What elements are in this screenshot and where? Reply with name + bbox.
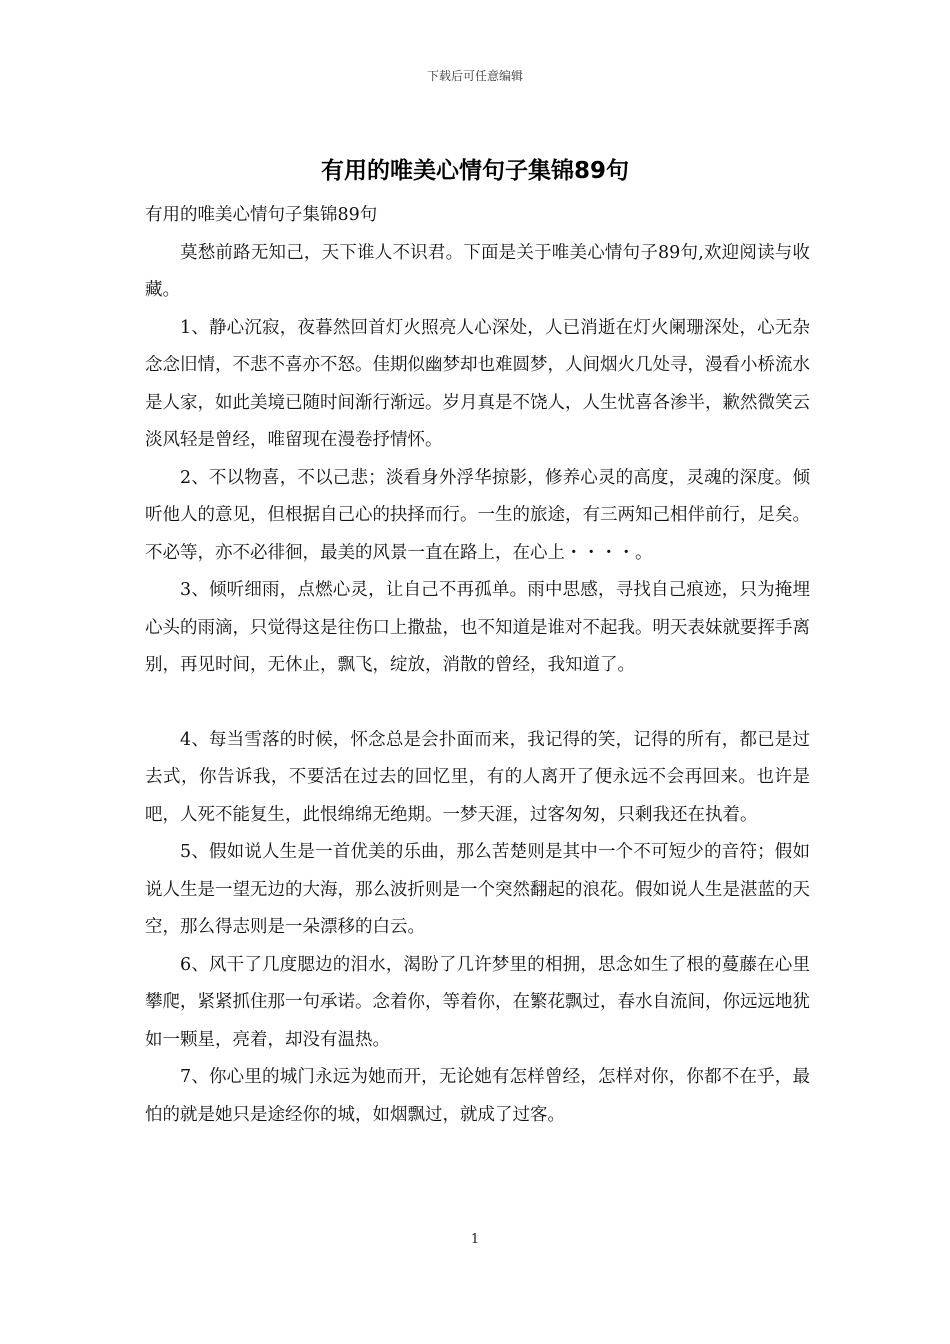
paragraph-4: 4、每当雪落的时候，怀念总是会扑面而来，我记得的笑，记得的所有，都已是过去式，你告诉我，不要活在过去的回忆里，有的人离开了便永远不会再回来。也许是吧，人死不能复生，此恨绵绵无绝期。一梦天涯，过客匆匆，只剩我还在执着。 xyxy=(145,729,810,825)
paragraph-2: 2、不以物喜，不以己悲；淡看身外浮华掠影，修养心灵的高度，灵魂的深度。倾听他人的意见，但根据自己心的抉择而行。一生的旅途，有三两知己相伴前行，足矣。不必等，亦不必徘徊，最美的风景一直在路上，在心上・・・・。 xyxy=(145,467,810,563)
document-title: 有用的唯美心情句子集锦89句 xyxy=(320,158,629,184)
document-body xyxy=(145,197,810,1134)
paragraph-3: 3、倾听细雨，点燃心灵，让自己不再孤单。雨中思感，寻找自己痕迹，只为掩埋心头的雨滴，只觉得这是往伤口上撒盐，也不知道是谁对不起我。明天表妹就要挥手离别，再见时间，无休止，飘飞，绽放，消散的曾经，我知道了。 xyxy=(145,580,810,675)
document-subtitle: 有用的唯美心情句子集锦89句 xyxy=(145,205,378,225)
intro-paragraph: 莫愁前路无知己，天下谁人不识君。下面是关于唯美心情句子89句,欢迎阅读与收藏。 xyxy=(145,242,810,300)
paragraph-6: 6、风干了几度腮边的泪水，渴盼了几许梦里的相拥，思念如生了根的蔓藤在心里攀爬，紧紧抓住那一句承诺。念着你，等着你，在繁花飘过，春水自流间，你远远地犹如一颗星，亮着，却没有温热。 xyxy=(145,954,810,1050)
paragraph-1: 1、静心沉寂，夜暮然回首灯火照亮人心深处，人已消逝在灯火阑珊深处，心无杂念念旧情，不悲不喜亦不怒。佳期似幽梦却也难圆梦，人间烟火几处寻，漫看小桥流水是人家，如此美境已随时间渐行渐远。岁月真是不饶人，人生忧喜各渗半，歉然微笑云淡风轻是曾经，唯留现在漫卷抒情怀。 xyxy=(145,317,810,450)
header-note: 下载后可任意编辑 xyxy=(426,69,523,83)
paragraph-5: 5、假如说人生是一首优美的乐曲，那么苦楚则是其中一个不可短少的音符；假如说人生是一望无边的大海，那么波折则是一个突然翻起的浪花。假如说人生是湛蓝的天空，那么得志则是一朵漂移的白云。 xyxy=(145,842,810,937)
paragraph-7: 7、你心里的城门永远为她而开，无论她有怎样曾经，怎样对你，你都不在乎，最怕的就是她只是途经你的城，如烟飘过，就成了过客。 xyxy=(145,1067,810,1125)
page-number: 1 xyxy=(470,1232,480,1247)
